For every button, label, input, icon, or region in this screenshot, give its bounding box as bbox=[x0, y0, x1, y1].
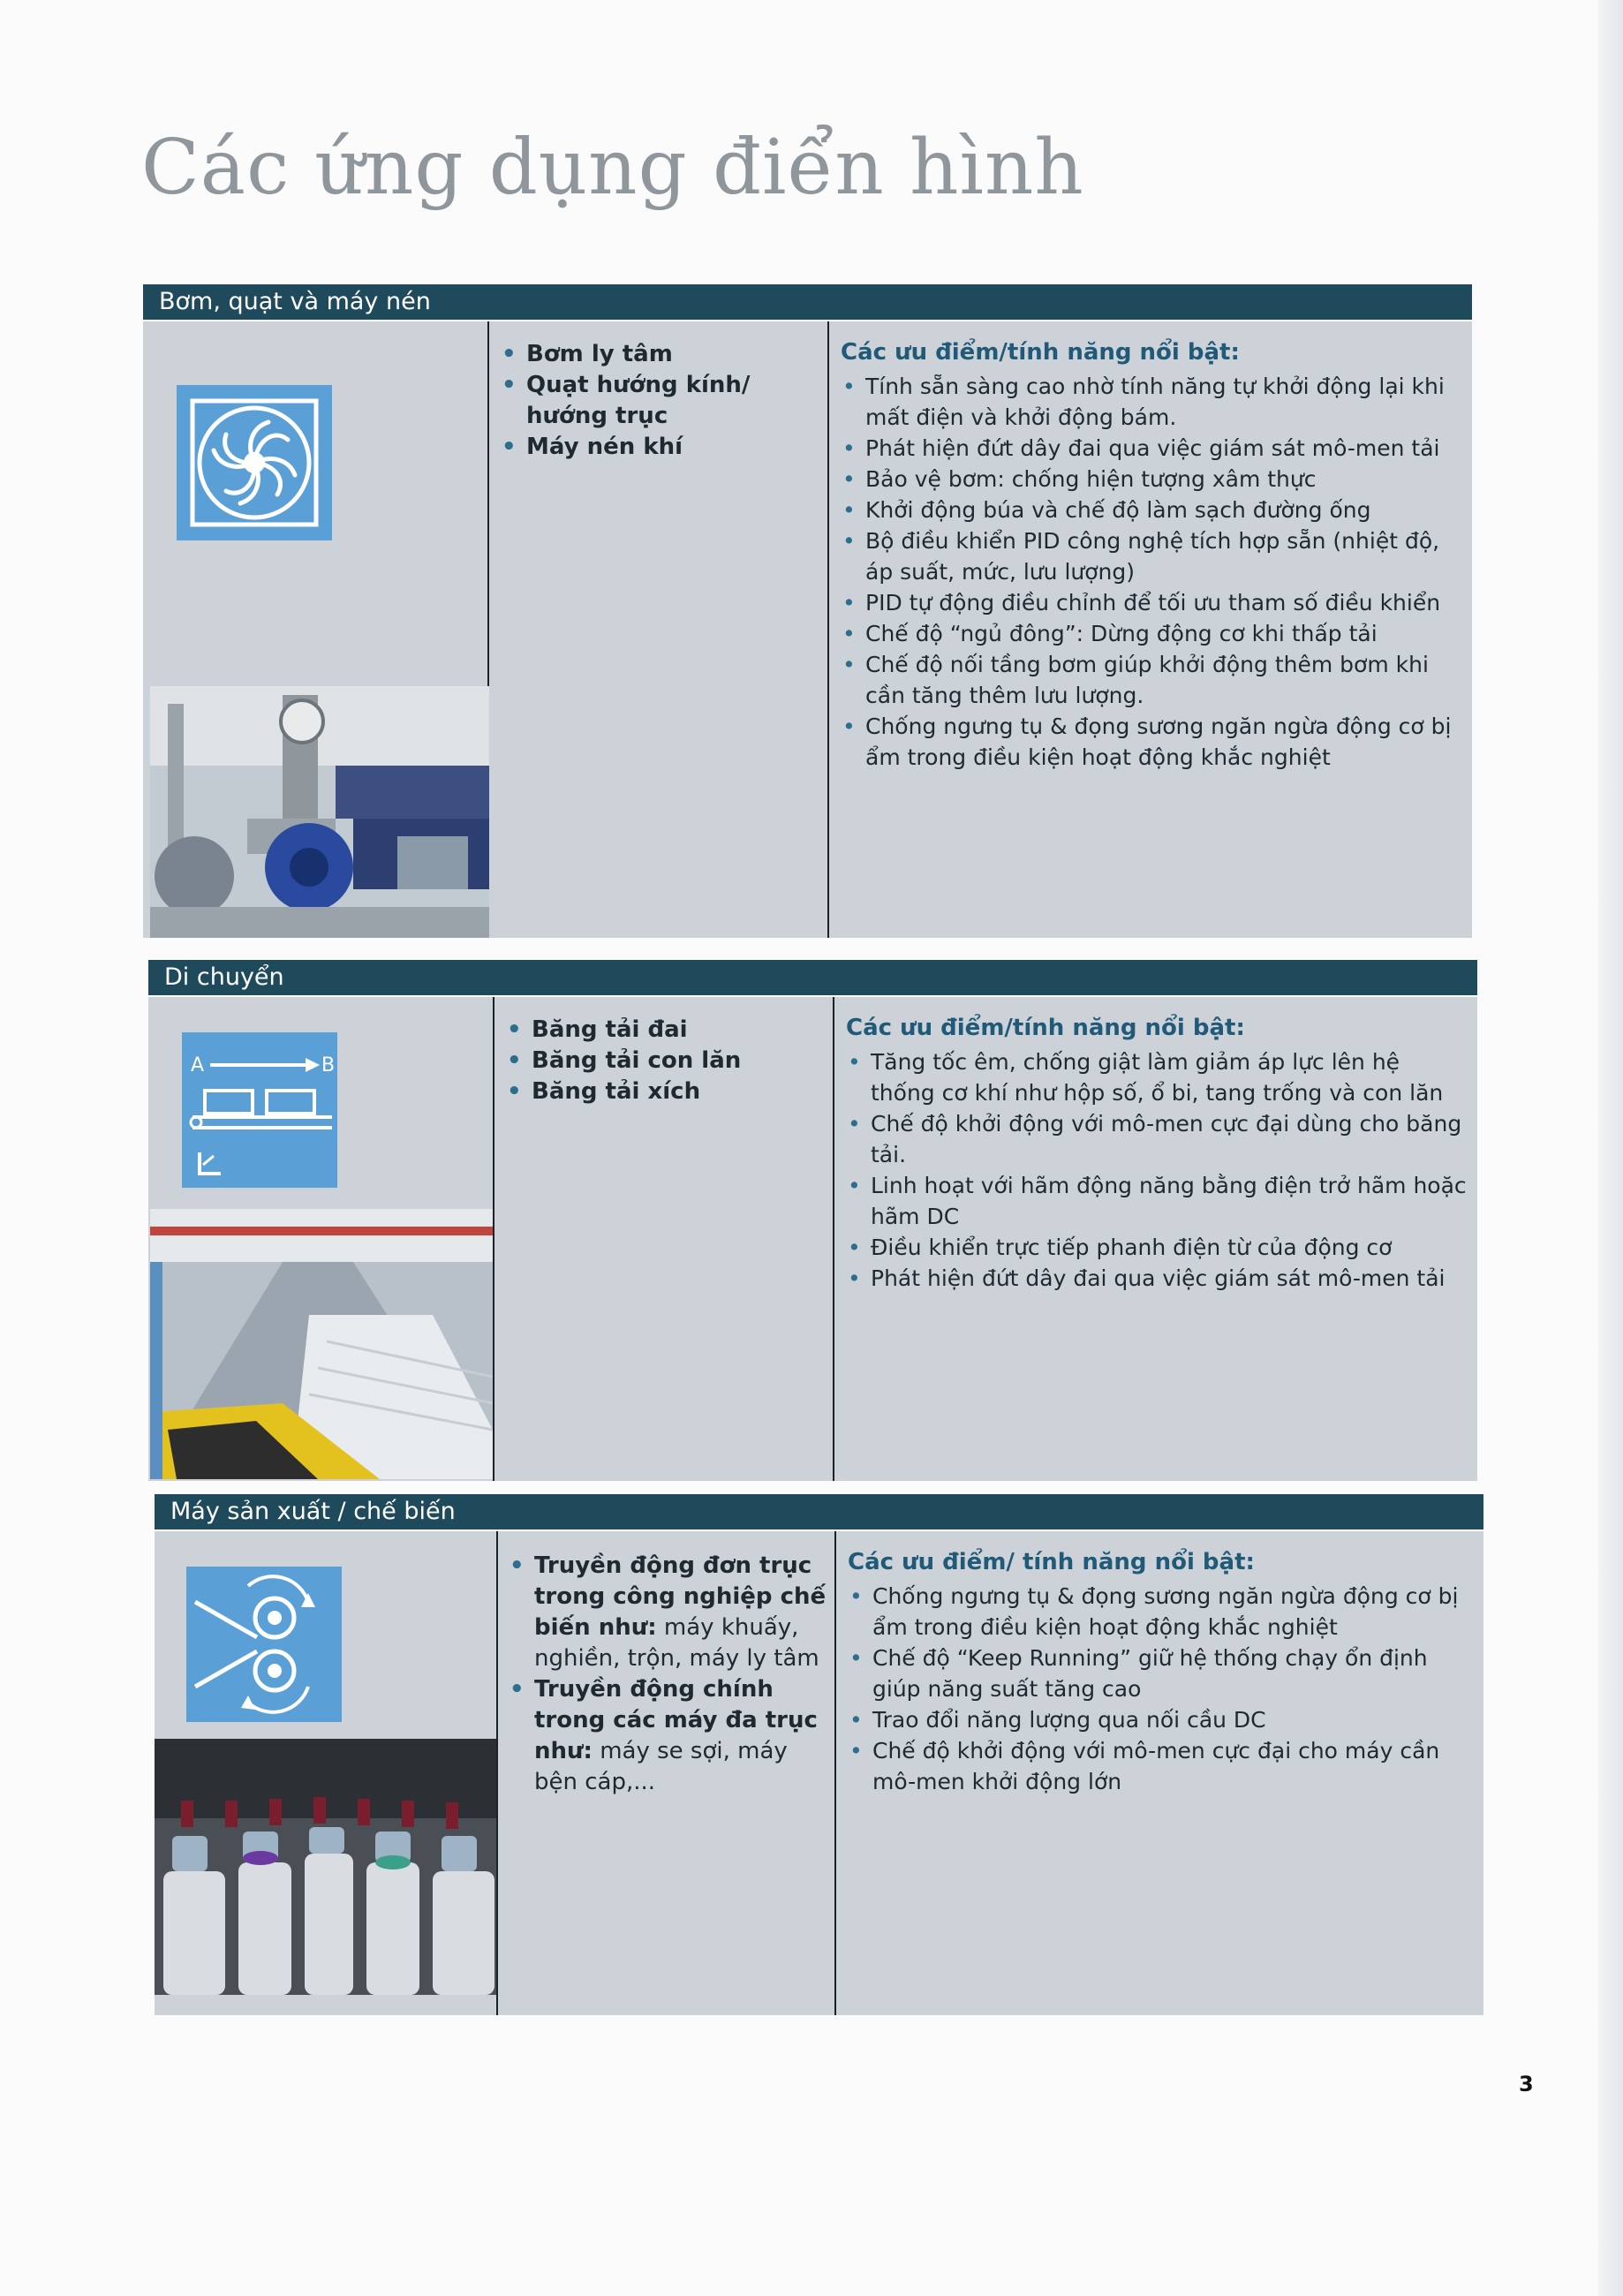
conveyor-icon bbox=[182, 1032, 337, 1188]
section-header: Bơm, quạt và máy nén bbox=[143, 284, 1472, 320]
list-item: • Khởi động búa và chế độ làm sạch đường ống bbox=[841, 495, 1463, 525]
list-item: • Băng tải đai bbox=[507, 1015, 820, 1046]
applications-list bbox=[507, 1015, 820, 1107]
list-item: • Phát hiện đứt dây đai qua việc giám sát mô-men tải bbox=[841, 433, 1463, 464]
conveyor-label-b: B bbox=[321, 1054, 336, 1076]
item-bold: Truyền động đơn trục trong công nghiệp chế biến như: bbox=[534, 1552, 827, 1641]
list-item: • Máy nén khí bbox=[502, 432, 815, 463]
conveyor-label-a: A bbox=[191, 1054, 205, 1076]
section-body bbox=[148, 997, 1477, 1481]
benefits-title: Các ưu điểm/tính năng nổi bật: bbox=[841, 339, 1240, 366]
benefits-block bbox=[841, 337, 1463, 773]
section-header: Máy sản xuất / chế biến bbox=[155, 1494, 1483, 1529]
list-item: • Tính sẵn sàng cao nhờ tính năng tự khởi động lại khi mất điện và khởi động bám. bbox=[841, 371, 1463, 433]
list-item: • Linh hoạt với hãm động năng bằng điện trở hãm hoặc hãm DC bbox=[846, 1170, 1468, 1232]
list-item: • Chế độ nối tầng bơm giúp khởi động thêm bơm khi cần tăng thêm lưu lượng. bbox=[841, 649, 1463, 711]
item-bold: Truyền động chính trong các máy đa trục như: bbox=[534, 1676, 818, 1764]
list-item: • Bơm ly tâm bbox=[502, 339, 815, 370]
section-pumps-fans-compressors bbox=[143, 284, 1472, 938]
list-item bbox=[510, 1674, 827, 1798]
list-item: • Chế độ khởi động với mô-men cực đại cho máy cần mô-men khởi động lớn bbox=[848, 1735, 1470, 1797]
list-item: • PID tự động điều chỉnh để tối ưu tham số điều khiển bbox=[841, 587, 1463, 618]
column-divider bbox=[493, 997, 494, 1481]
list-item: • Quạt hướng kính/ hướng trục bbox=[502, 370, 815, 432]
list-item bbox=[510, 1551, 827, 1674]
list-item: • Chế độ khởi động với mô-men cực đại dùng cho băng tải. bbox=[846, 1108, 1468, 1170]
list-item: • Băng tải con lăn bbox=[507, 1046, 820, 1076]
item-normal: máy khuấy, nghiền, trộn, máy ly tâm bbox=[534, 1614, 819, 1672]
list-item: • Điều khiển trực tiếp phanh điện từ của động cơ bbox=[846, 1232, 1468, 1263]
conveyor-photo bbox=[150, 1209, 493, 1479]
pump-photo bbox=[150, 686, 489, 938]
list-item: • Trao đổi năng lượng qua nối cầu DC bbox=[848, 1704, 1470, 1735]
rollers-icon bbox=[186, 1567, 342, 1722]
column-divider bbox=[834, 1531, 836, 2015]
benefits-title: Các ưu điểm/ tính năng nổi bật: bbox=[848, 1549, 1255, 1575]
list-item: • Bộ điều khiển PID công nghệ tích hợp sẵn (nhiệt độ, áp suất, mức, lưu lượng) bbox=[841, 525, 1463, 587]
page-edge bbox=[1598, 0, 1623, 2296]
list-item: • Chế độ “ngủ đông”: Dừng động cơ khi thấp tải bbox=[841, 618, 1463, 649]
list-item: • Bảo vệ bơm: chống hiện tượng xâm thực bbox=[841, 464, 1463, 495]
benefits-block bbox=[848, 1547, 1470, 1797]
section-header: Di chuyển bbox=[148, 960, 1477, 995]
list-item: • Chống ngưng tụ & đọng sương ngăn ngừa động cơ bị ẩm trong điều kiện hoạt động khắc nghiệt bbox=[848, 1581, 1470, 1643]
fan-icon bbox=[177, 385, 332, 540]
spinning-machine-photo bbox=[155, 1739, 496, 1995]
list-item: • Tăng tốc êm, chống giật làm giảm áp lực lên hệ thống cơ khí như hộp số, ổ bi, tang trống và con lăn bbox=[846, 1046, 1468, 1108]
column-divider bbox=[827, 321, 829, 938]
section-body bbox=[155, 1531, 1483, 2015]
column-divider bbox=[496, 1531, 498, 2015]
benefits-title: Các ưu điểm/tính năng nổi bật: bbox=[846, 1015, 1245, 1041]
list-item: • Chế độ “Keep Running” giữ hệ thống chạy ổn định giúp năng suất tăng cao bbox=[848, 1643, 1470, 1704]
column-divider bbox=[833, 997, 834, 1481]
item-normal: máy se sợi, máy bện cáp,... bbox=[534, 1738, 788, 1795]
applications-list bbox=[510, 1551, 827, 1798]
section-body bbox=[143, 321, 1472, 938]
list-item: • Phát hiện đứt dây đai qua việc giám sát mô-men tải bbox=[846, 1263, 1468, 1294]
page-number: 3 bbox=[1519, 2072, 1534, 2096]
list-item: • Băng tải xích bbox=[507, 1076, 820, 1107]
list-item: • Chống ngưng tụ & đọng sương ngăn ngừa động cơ bị ẩm trong điều kiện hoạt động khắc nghiệt bbox=[841, 711, 1463, 773]
applications-list bbox=[502, 339, 815, 463]
section-production-machines bbox=[155, 1494, 1483, 2015]
section-transport bbox=[148, 960, 1477, 1481]
page-title: Các ứng dụng điển hình bbox=[141, 124, 1084, 212]
benefits-block bbox=[846, 1013, 1468, 1294]
